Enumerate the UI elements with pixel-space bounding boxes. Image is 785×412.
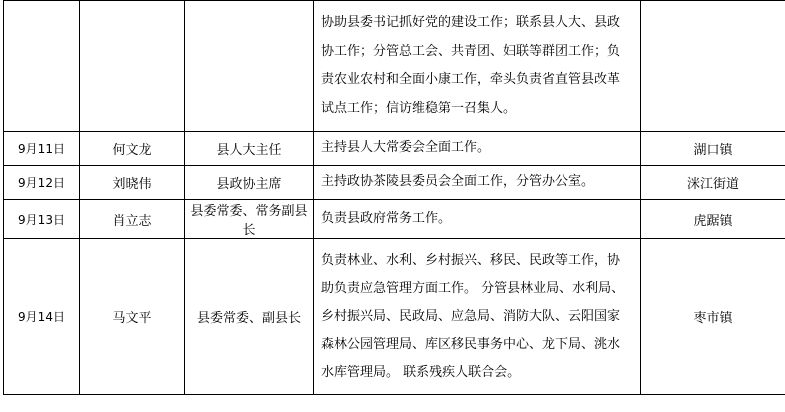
town-cell: 洣江街道	[641, 166, 785, 200]
position-cell: 县人大主任	[185, 132, 314, 166]
town-cell: 虎踞镇	[641, 200, 785, 239]
duties-cell	[314, 239, 641, 395]
duties-cell	[314, 1, 641, 132]
position-cell: 县委常委、副县长	[185, 239, 314, 395]
town-cell	[641, 1, 785, 132]
position-cell: 县委常委、常务副县长	[185, 200, 314, 239]
position-cell	[185, 1, 314, 132]
duty-text-line: 负责县政府常务工作。	[321, 210, 452, 226]
duty-text-line: 乡村振兴局、民政局、应急局、消防大队、云阳国家	[321, 308, 621, 324]
duty-text-line: 负责林业、水利、乡村振兴、移民、民政等工作，协	[321, 252, 621, 268]
name-cell	[80, 1, 185, 132]
duty-text-line: 试点工作；信访维稳第一召集人。	[321, 100, 517, 116]
duty-text-line: 主持政协茶陵县委员会全面工作，分管办公室。	[321, 174, 595, 190]
duty-text-line: 水库管理局。 联系残疾人联合会。	[321, 364, 521, 380]
position-cell: 县政协主席	[185, 166, 314, 200]
date-cell: 9月13日	[4, 200, 80, 239]
name-cell: 何文龙	[80, 132, 185, 166]
duty-text-line: 助负责应急管理方面工作。 分管县林业局、水利局、	[321, 280, 625, 296]
duties-cell	[314, 132, 641, 166]
table-row	[4, 239, 785, 395]
duty-text-line: 责农业农村和全面小康工作，牵头负责省直管县改革	[321, 72, 621, 87]
duties-cell	[314, 200, 641, 239]
date-cell: 9月14日	[4, 239, 80, 395]
duty-text-line: 主持县人大常委会全面工作。	[321, 140, 491, 156]
date-cell	[4, 1, 80, 132]
table-row	[4, 166, 785, 200]
date-cell: 9月11日	[4, 132, 80, 166]
duty-text-line: 协助县委书记抓好党的建设工作；联系县人大、县政	[321, 15, 621, 30]
duties-cell	[314, 166, 641, 200]
duty-text-line: 协工作；分管总工会、共青团、妇联等群团工作；负	[321, 43, 621, 59]
town-cell: 湖口镇	[641, 132, 785, 166]
town-cell: 枣市镇	[641, 239, 785, 395]
name-cell: 刘晓伟	[80, 166, 185, 200]
table-row	[4, 200, 785, 239]
name-cell: 肖立志	[80, 200, 185, 239]
date-cell: 9月12日	[4, 166, 80, 200]
duty-schedule-table	[3, 0, 785, 395]
table-row	[4, 132, 785, 166]
duty-text-line: 森林公园管理局、库区移民事务中心、龙下局、洮水	[321, 336, 621, 352]
name-cell: 马文平	[80, 239, 185, 395]
table-row	[4, 1, 785, 132]
